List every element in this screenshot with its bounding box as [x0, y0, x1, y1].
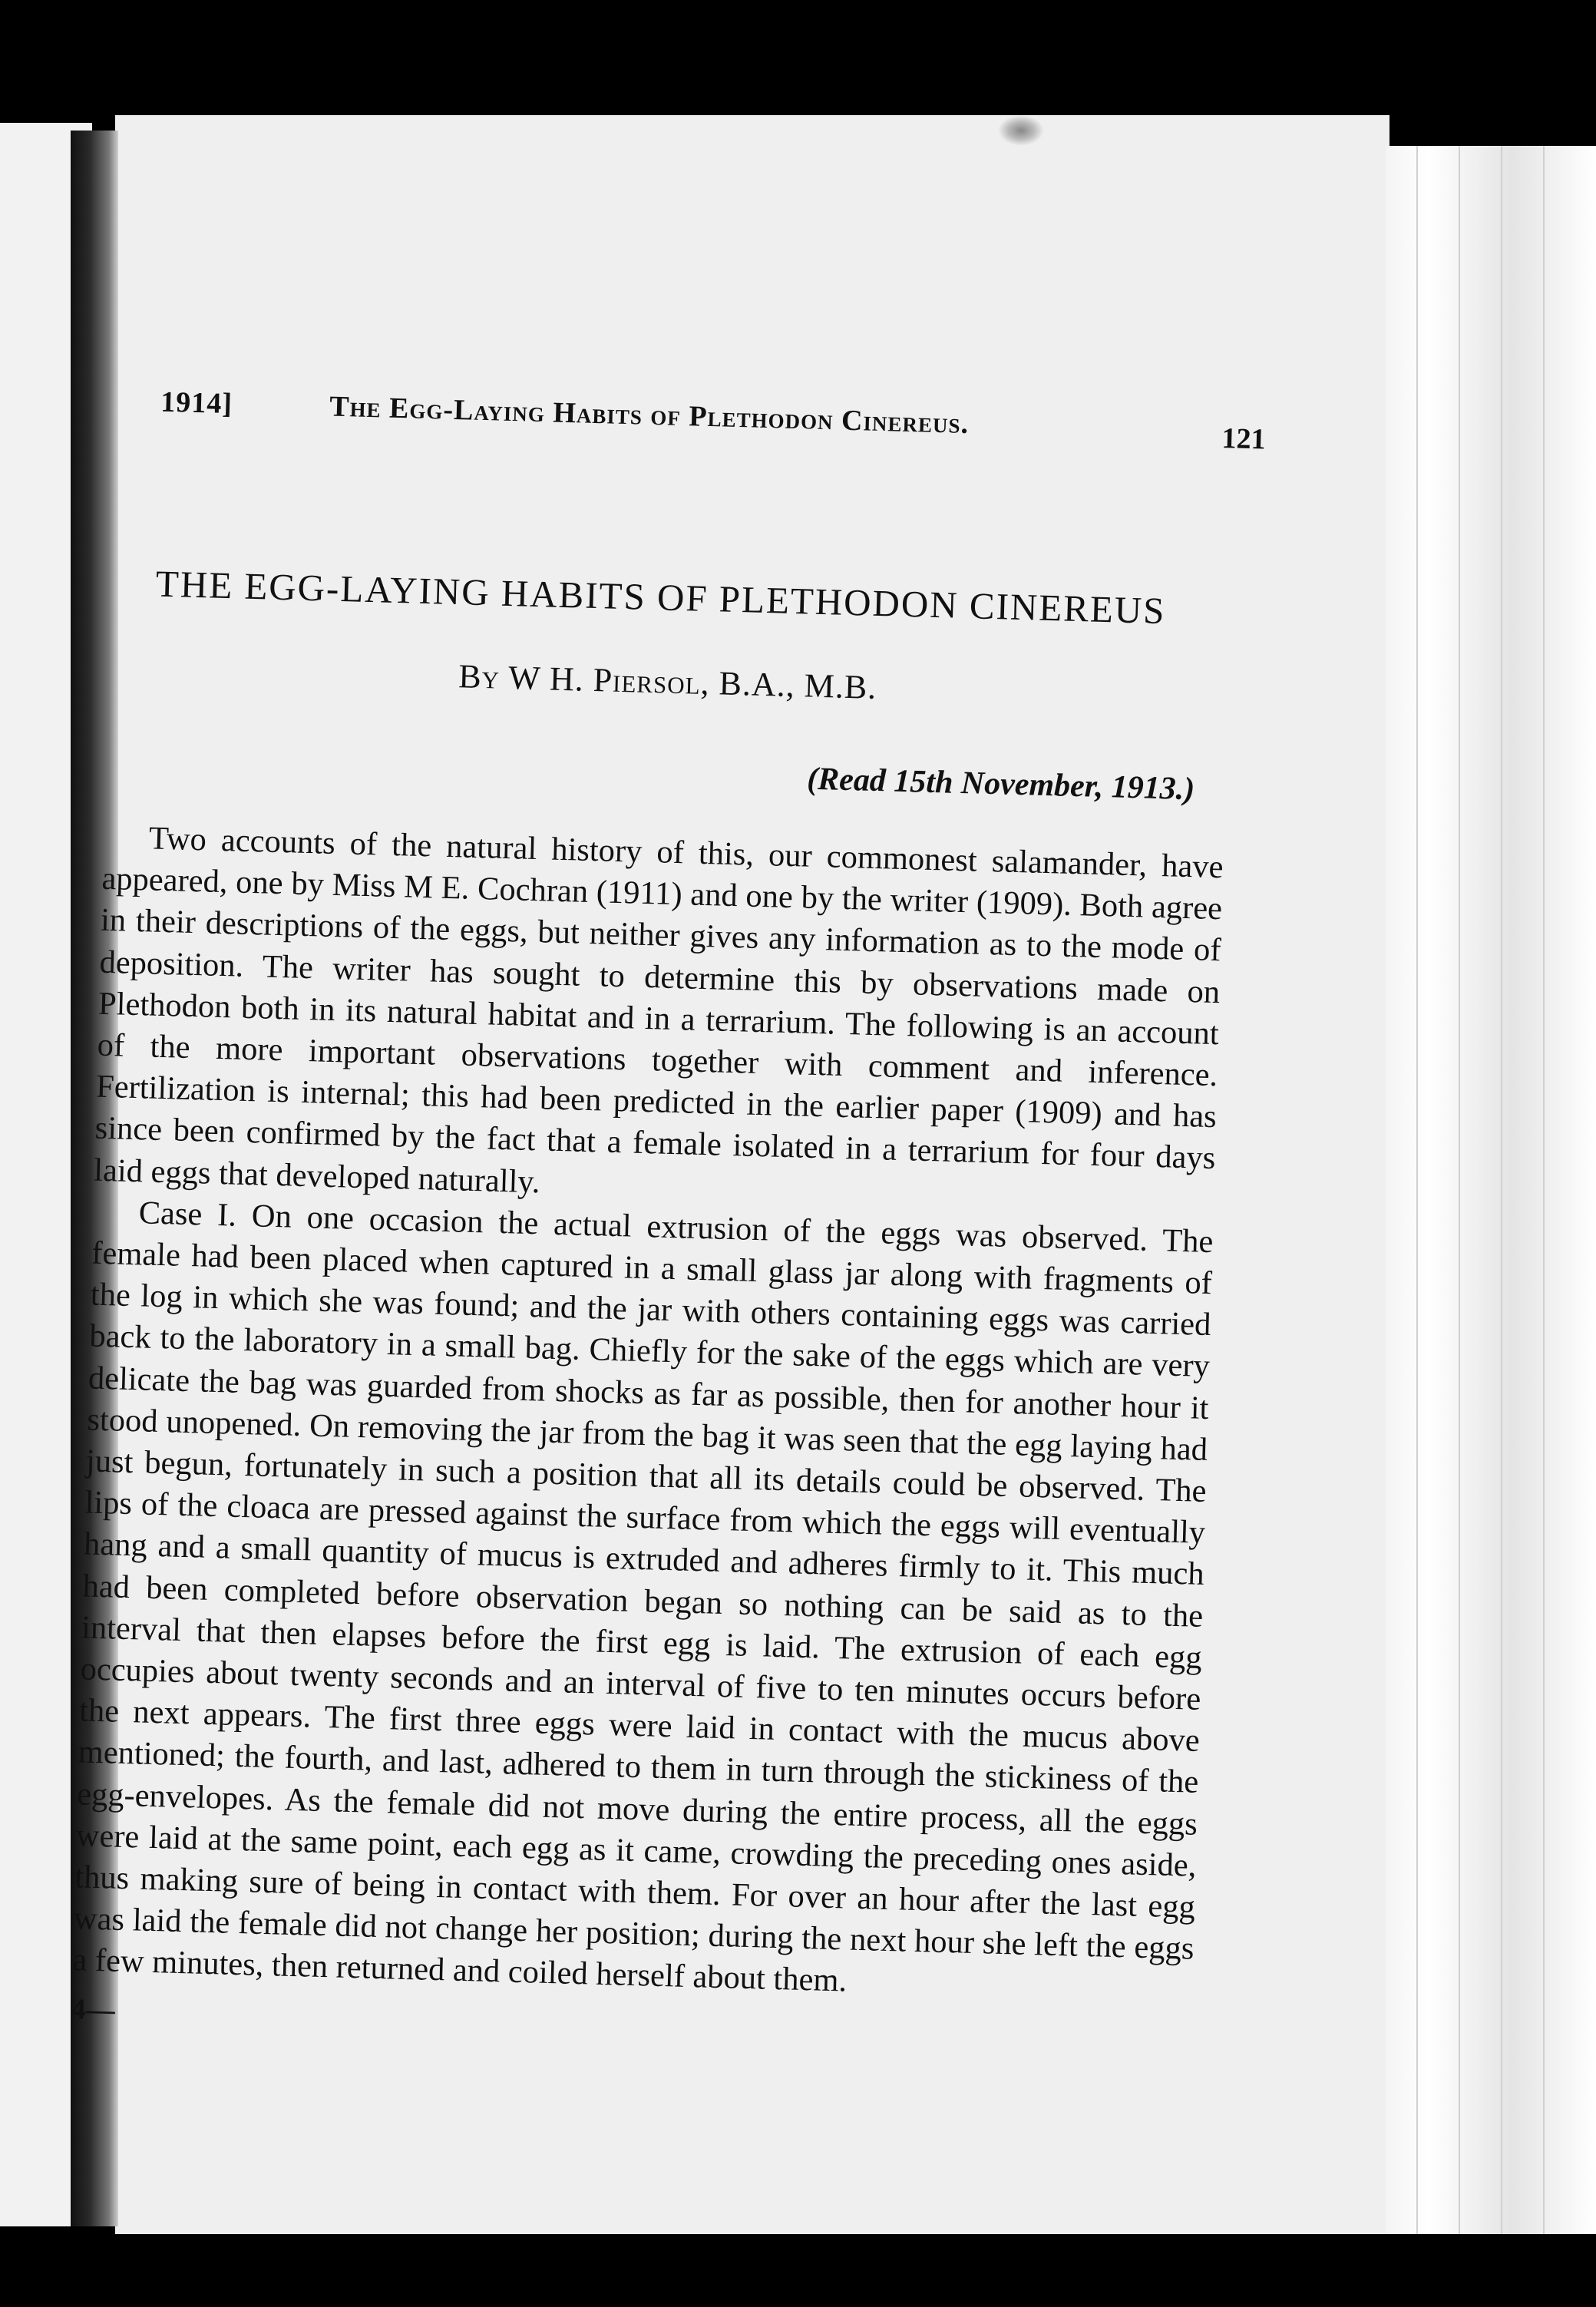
scan-smudge	[998, 115, 1044, 146]
running-title: The Egg-Laying Habits of Plethodon Cinereus.	[329, 390, 970, 441]
paragraph-2: Case I. On one occasion the actual extrusion of the eggs was observed. The female had been placed when captured in a small glass jar along with fragments of the log in which she was found; and the jar with others containing eggs was carried back to the laboratory in a small bag. Chiefly for the sake of the eggs which are very delicate the bag was guarded from shocks as far as possible, then for another hour it stood unopened. On removing the jar from the bag it was seen that the egg laying had just begun, fortunately in such a position that all its details could be observed. The lips of the cloaca are pressed against the surface from which the eggs will eventually hang and a small quantity of mucus is extruded and adheres firmly to it. This much had been completed before observation began so nothing can be said as to the interval that then elapses before the first egg is laid. The extrusion of each egg occupies about twenty seconds and an interval of five to ten minutes occurs before the next appears. The first three eggs were laid in contact with the mucus above mentioned; the fourth, and last, adhered to them in turn through the stickiness of the egg-envelopes. As the female did not move during the entire process, all the eggs were laid at the same point, each egg as it came, crowding the preceding ones aside, thus making sure of being in contact with them. For over an hour after the last egg was laid the female did not change her position; during the next hour she left the eggs a few minutes, then returned and coiled herself about them.	[71, 1195, 1214, 2000]
read-date: (Read 15th November, 1913.)	[806, 761, 1195, 808]
article-title: THE EGG-LAYING HABITS OF PLETHODON CINEREUS	[155, 562, 1167, 633]
article-body	[72, 817, 1224, 2012]
page-stack-edges	[1386, 146, 1596, 2234]
printed-text-block	[71, 384, 1267, 2056]
article-author: By W H. Piersol, B.A., M.B.	[458, 657, 877, 706]
page-number: 121	[1221, 422, 1267, 456]
header-year: 1914]	[160, 385, 233, 421]
paragraph-1: Two accounts of the natural history of this, our commonest salamander, have appeared, one by Miss M E. Cochran (1911) and one by the writer (1909). Both agree in their descriptions of the eggs, but neither gives any information as to the mode of deposition. The writer has sought to determine this by observations made on Plethodon both in its natural habitat and in a terrarium. The following is an account of the more important observations together with comment and inference. Fertilization is internal; this had been predicted in the earlier paper (1909) and has since been confirmed by the fact that a female isolated in a terrarium for four days laid eggs that developed naturally.	[93, 820, 1224, 1200]
signature-mark: 4—	[71, 1992, 116, 2027]
